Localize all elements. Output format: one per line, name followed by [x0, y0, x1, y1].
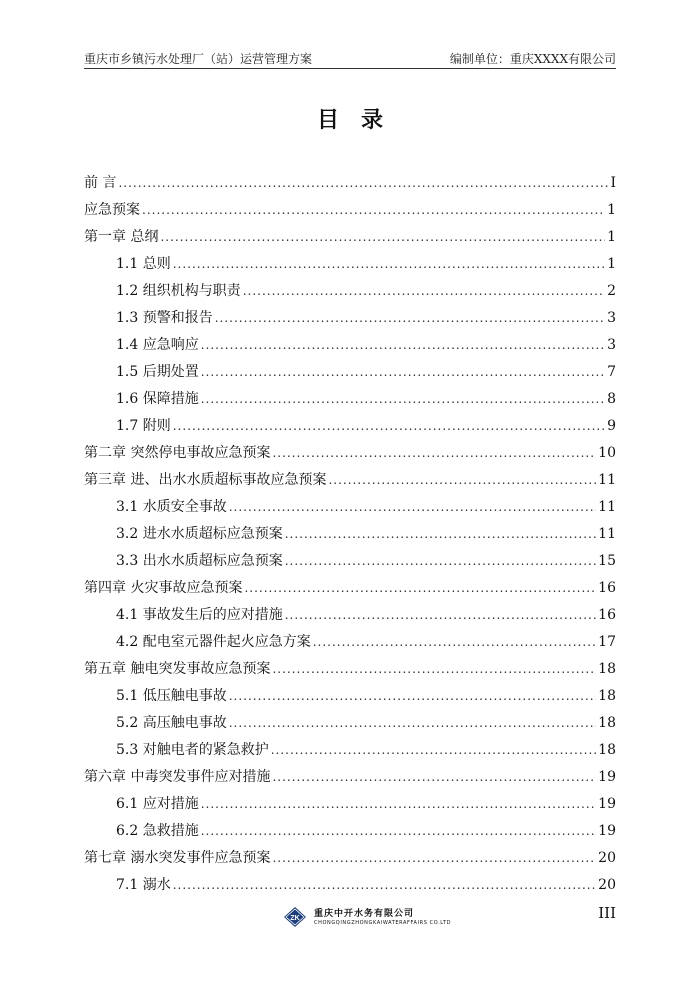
- toc-entry[interactable]: [84, 408, 616, 435]
- toc-entry[interactable]: [84, 354, 616, 381]
- toc-entry-title: 第四章 火灾事故应急预案: [84, 580, 243, 596]
- toc-entry-title: 第七章 溺水突发事件应急预案: [84, 850, 271, 866]
- toc-entry[interactable]: [84, 165, 616, 192]
- toc-entry-page: 20: [598, 850, 616, 866]
- toc-dot-leader: [201, 822, 596, 840]
- toc-entry[interactable]: [84, 192, 616, 219]
- toc-dot-leader: [201, 390, 605, 408]
- toc-entry-title: 1.4 应急响应: [116, 337, 199, 353]
- toc-entry-title: 第二章 突然停电事故应急预案: [84, 445, 271, 461]
- toc-dot-leader: [173, 255, 605, 273]
- table-of-contents: [84, 165, 616, 894]
- page-footer: [0, 904, 700, 934]
- toc-entry[interactable]: [84, 867, 616, 894]
- toc-dot-leader: [160, 228, 605, 246]
- toc-entry-page: 20: [598, 877, 616, 893]
- toc-entry[interactable]: [84, 273, 616, 300]
- toc-dot-leader: [243, 282, 605, 300]
- logo-text: ZK: [290, 915, 300, 922]
- toc-dot-leader: [229, 714, 596, 732]
- toc-dot-leader: [285, 552, 596, 570]
- toc-entry-title: 1.1 总则: [116, 256, 171, 272]
- header-organization: 编制单位：重庆XXXX有限公司: [449, 52, 616, 66]
- toc-dot-leader: [215, 309, 605, 327]
- toc-entry-page: 9: [607, 418, 616, 434]
- toc-entry[interactable]: [84, 327, 616, 354]
- toc-entry-title: 3.1 水质安全事故: [116, 499, 227, 515]
- toc-entry[interactable]: [84, 651, 616, 678]
- toc-entry-page: 3: [607, 310, 616, 326]
- toc-entry-page: 18: [598, 742, 616, 758]
- toc-dot-leader: [272, 768, 596, 786]
- toc-entry-title: 5.3 对触电者的紧急救护: [116, 742, 269, 758]
- toc-entry-title: 第五章 触电突发事故应急预案: [84, 661, 271, 677]
- toc-entry[interactable]: [84, 462, 616, 489]
- toc-dot-leader: [201, 336, 605, 354]
- toc-entry-page: 19: [598, 823, 616, 839]
- toc-entry-title: 3.2 进水水质超标应急预案: [116, 526, 283, 542]
- zk-company-logo-icon: [282, 906, 308, 928]
- toc-entry[interactable]: [84, 678, 616, 705]
- toc-entry[interactable]: [84, 381, 616, 408]
- toc-dot-leader: [201, 363, 605, 381]
- toc-entry[interactable]: [84, 786, 616, 813]
- toc-entry-page: 19: [598, 769, 616, 785]
- toc-dot-leader: [118, 174, 608, 192]
- toc-entry-title: 3.3 出水水质超标应急预案: [116, 553, 283, 569]
- company-name-en: CHONGQINGZHONGKAIWATERAFFAIRS CO.LTD: [314, 920, 452, 926]
- toc-entry[interactable]: [84, 732, 616, 759]
- toc-entry-title: 第三章 进、出水水质超标事故应急预案: [84, 472, 327, 488]
- toc-entry-page: 1: [607, 256, 616, 272]
- toc-entry-title: 5.1 低压触电事故: [116, 688, 227, 704]
- page-header: [84, 50, 616, 69]
- toc-entry-page: 18: [598, 715, 616, 731]
- toc-entry-page: 16: [598, 607, 616, 623]
- toc-entry[interactable]: [84, 435, 616, 462]
- toc-entry-page: 15: [598, 553, 616, 569]
- toc-entry-page: 11: [598, 499, 616, 515]
- toc-entry[interactable]: [84, 840, 616, 867]
- toc-entry-page: 18: [598, 661, 616, 677]
- toc-entry-page: 10: [598, 445, 616, 461]
- toc-dot-leader: [142, 201, 605, 219]
- toc-dot-leader: [285, 525, 596, 543]
- toc-entry-page: 8: [607, 391, 616, 407]
- toc-entry-title: 1.5 后期处置: [116, 364, 199, 380]
- toc-entry-page: 16: [598, 580, 616, 596]
- toc-dot-leader: [313, 633, 596, 651]
- toc-entry-page: 2: [607, 283, 616, 299]
- toc-entry-page: 7: [607, 364, 616, 380]
- page-number: III: [598, 904, 616, 922]
- company-name-cn: 重庆中开水务有限公司: [314, 909, 415, 919]
- toc-dot-leader: [328, 471, 596, 489]
- page-title: 目录: [316, 107, 405, 133]
- toc-dot-leader: [229, 498, 596, 516]
- toc-entry-title: 前 言: [84, 175, 117, 191]
- toc-entry[interactable]: [84, 516, 616, 543]
- toc-entry-page: 11: [598, 472, 616, 488]
- toc-entry[interactable]: [84, 705, 616, 732]
- toc-entry-title: 5.2 高压触电事故: [116, 715, 227, 731]
- toc-dot-leader: [285, 606, 596, 624]
- toc-entry-page: 1: [607, 202, 616, 218]
- toc-entry-title: 4.1 事故发生后的应对措施: [116, 607, 283, 623]
- toc-entry-title: 第一章 总纲: [84, 229, 159, 245]
- toc-entry-title: 1.7 附则: [116, 418, 171, 434]
- toc-entry-page: 11: [598, 526, 616, 542]
- toc-dot-leader: [271, 741, 596, 759]
- toc-entry-title: 第六章 中毒突发事件应对措施: [84, 769, 271, 785]
- toc-entry-page: 1: [607, 229, 616, 245]
- toc-entry-page: 3: [607, 337, 616, 353]
- toc-dot-leader: [272, 849, 596, 867]
- header-document-title: 重庆市乡镇污水处理厂（站）运营管理方案: [84, 52, 313, 66]
- toc-entry-page: 17: [598, 634, 616, 650]
- toc-entry-title: 6.2 急救措施: [116, 823, 199, 839]
- toc-entry-title: 1.2 组织机构与职责: [116, 283, 241, 299]
- company-name-block: [314, 906, 451, 926]
- toc-dot-leader: [201, 795, 596, 813]
- toc-entry-page: 19: [598, 796, 616, 812]
- toc-entry-title: 4.2 配电室元器件起火应急方案: [116, 634, 311, 650]
- toc-entry-title: 应急预案: [84, 202, 140, 218]
- toc-dot-leader: [272, 444, 596, 462]
- toc-entry[interactable]: [84, 570, 616, 597]
- toc-dot-leader: [173, 417, 605, 435]
- toc-dot-leader: [244, 579, 596, 597]
- toc-entry-title: 7.1 溺水: [116, 877, 171, 893]
- toc-entry-page: 18: [598, 688, 616, 704]
- toc-entry[interactable]: [84, 219, 616, 246]
- toc-dot-leader: [272, 660, 596, 678]
- toc-entry[interactable]: [84, 813, 616, 840]
- toc-entry[interactable]: [84, 597, 616, 624]
- toc-dot-leader: [173, 876, 596, 894]
- toc-entry-page: I: [610, 175, 616, 191]
- toc-entry[interactable]: [84, 489, 616, 516]
- toc-entry-title: 1.3 预警和报告: [116, 310, 213, 326]
- toc-entry[interactable]: [84, 300, 616, 327]
- toc-entry[interactable]: [84, 759, 616, 786]
- toc-entry[interactable]: [84, 624, 616, 651]
- toc-entry-title: 1.6 保障措施: [116, 391, 199, 407]
- toc-entry[interactable]: [84, 543, 616, 570]
- toc-dot-leader: [229, 687, 596, 705]
- toc-entry[interactable]: [84, 246, 616, 273]
- toc-entry-title: 6.1 应对措施: [116, 796, 199, 812]
